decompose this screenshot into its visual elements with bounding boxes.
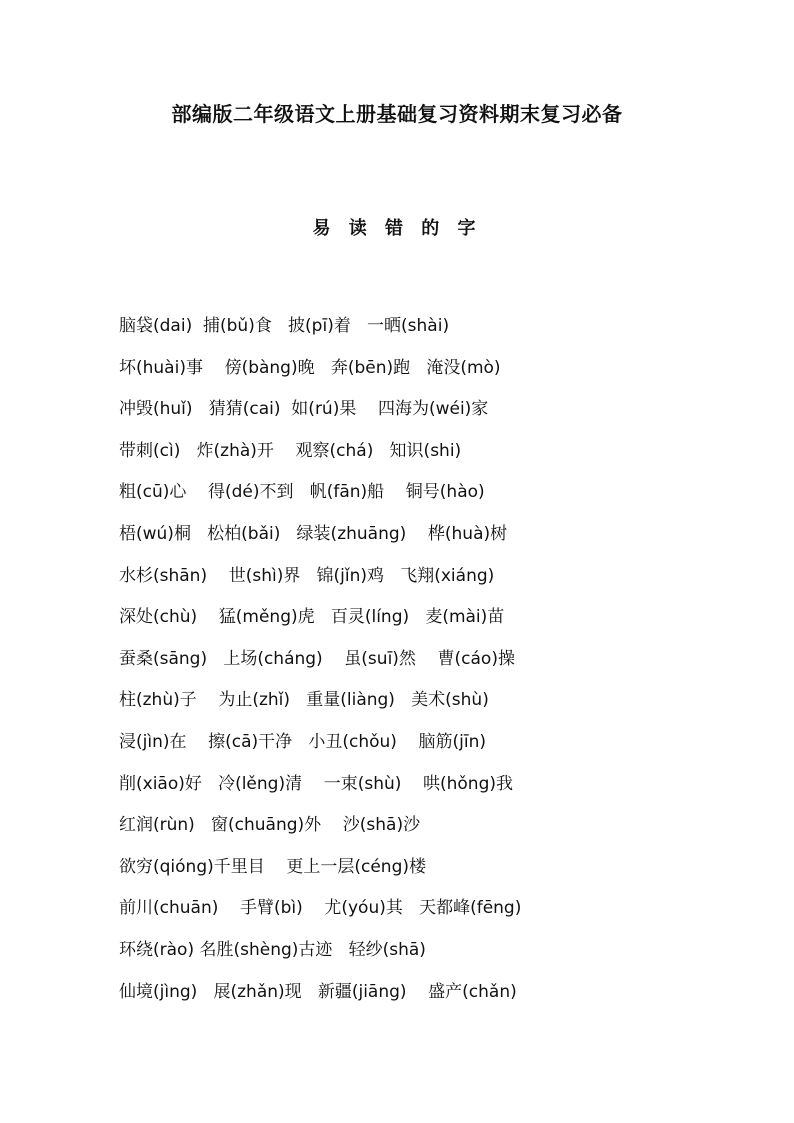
word-line: 带刺(cì) 炸(zhà)开 观察(chá) 知识(shi) — [119, 440, 462, 461]
document-title: 部编版二年级语文上册基础复习资料期末复习必备 — [171, 102, 623, 126]
word-line: 浸(jìn)在 擦(cā)干净 小丑(chǒu) 脑筋(jīn) — [119, 731, 487, 752]
word-list — [119, 313, 759, 1020]
word-line: 水杉(shān) 世(shì)界 锦(jǐn)鸡 飞翔(xiáng) — [119, 565, 495, 586]
section-heading: 易 读 错 的 字 — [312, 218, 482, 239]
word-line: 红润(rùn) 窗(chuāng)外 沙(shā)沙 — [119, 815, 421, 836]
word-line: 欲穷(qióng)千里目 更上一层(céng)楼 — [119, 856, 426, 877]
word-line: 粗(cū)心 得(dé)不到 帆(fān)船 铜号(hào) — [119, 482, 485, 503]
word-line: 环绕(rào) 名胜(shèng)古迹 轻纱(shā) — [119, 939, 426, 960]
word-line: 脑袋(dai) 捕(bǔ)食 披(pī)着 一晒(shài) — [119, 316, 450, 336]
word-line: 坏(huài)事 傍(bàng)晚 奔(bēn)跑 淹没(mò) — [119, 357, 501, 378]
word-line: 梧(wú)桐 松柏(bǎi) 绿装(zhuāng) 桦(huà)树 — [119, 523, 508, 544]
word-line: 柱(zhù)子 为止(zhǐ) 重量(liàng) 美术(shù) — [119, 690, 489, 711]
word-line: 蚕桑(sāng) 上场(cháng) 虽(suī)然 曹(cáo)操 — [119, 648, 515, 669]
word-line: 削(xiāo)好 冷(lěng)清 一束(shù) 哄(hǒng)我 — [119, 773, 513, 794]
word-line: 冲毁(huǐ) 猜猜(cai) 如(rú)果 四海为(wéi)家 — [119, 399, 489, 420]
word-line: 深处(chù) 猛(měng)虎 百灵(líng) 麦(mài)苗 — [119, 607, 505, 628]
word-line: 仙境(jìng) 展(zhǎn)现 新疆(jiāng) 盛产(chǎn) — [119, 981, 517, 1002]
word-line: 前川(chuān) 手臂(bì) 尤(yóu)其 天都峰(fēng) — [119, 898, 522, 919]
